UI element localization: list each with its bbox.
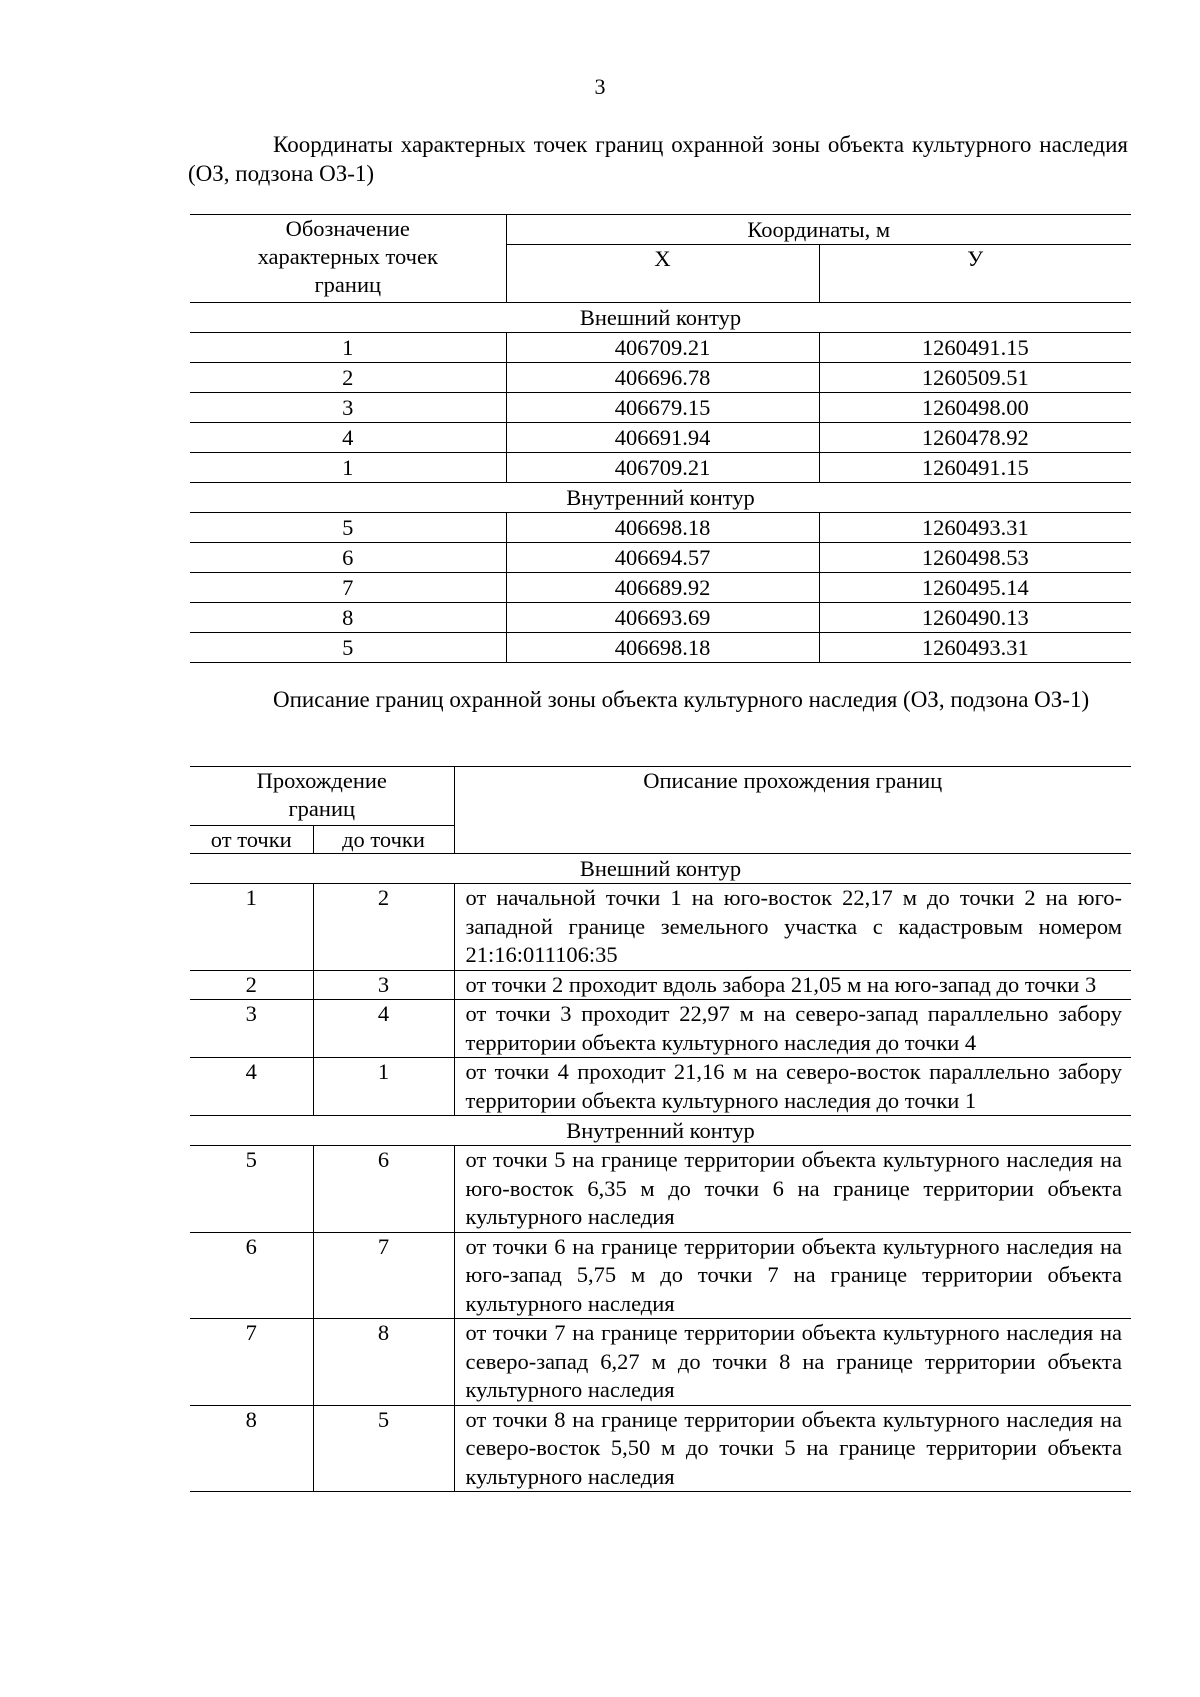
coordinate-y: 1260491.15 bbox=[819, 453, 1131, 483]
header-description: Описание прохождения границ bbox=[454, 767, 1131, 854]
coordinate-y: 1260491.15 bbox=[819, 333, 1131, 363]
to-point: 1 bbox=[313, 1058, 454, 1116]
inner-contour-section bbox=[190, 483, 1131, 513]
from-point: 6 bbox=[190, 1232, 313, 1319]
table-row bbox=[190, 884, 1131, 971]
to-point: 3 bbox=[313, 970, 454, 1000]
outer-contour-rows bbox=[190, 884, 1131, 1116]
to-point: 8 bbox=[313, 1319, 454, 1406]
coordinate-x: 406698.18 bbox=[506, 513, 819, 543]
inner-contour-rows bbox=[190, 513, 1131, 663]
header-y: У bbox=[819, 245, 1131, 303]
coordinate-x: 406709.21 bbox=[506, 453, 819, 483]
coordinates-table bbox=[190, 214, 1131, 663]
table-row bbox=[190, 453, 1131, 483]
boundary-description: от начальной точки 1 на юго-восток 22,17 м до точки 2 на юго-западной границе земельного участка с кадастровым номером 21:16:011106:35 bbox=[454, 884, 1131, 971]
table-row bbox=[190, 513, 1131, 543]
table-row bbox=[190, 970, 1131, 1000]
from-point: 4 bbox=[190, 1058, 313, 1116]
table-row bbox=[190, 363, 1131, 393]
table-row bbox=[190, 1146, 1131, 1233]
boundary-description: от точки 5 на границе территории объекта культурного наследия на юго-восток 6,35 м до точки 6 на границе территории объекта культурного наследия bbox=[454, 1146, 1131, 1233]
table-row bbox=[190, 543, 1131, 573]
coordinate-x: 406693.69 bbox=[506, 603, 819, 633]
from-point: 5 bbox=[190, 1146, 313, 1233]
coordinate-x: 406694.57 bbox=[506, 543, 819, 573]
table-row bbox=[190, 633, 1131, 663]
coordinate-x: 406709.21 bbox=[506, 333, 819, 363]
coordinate-y: 1260493.31 bbox=[921, 635, 1029, 660]
coordinate-x: 406689.92 bbox=[506, 573, 819, 603]
section-label: Внешний контур bbox=[190, 303, 1131, 333]
boundary-description: от точки 8 на границе территории объекта культурного наследия на северо-восток 5,50 м до точки 5 на границе территории объекта культурного наследия bbox=[465, 1406, 1122, 1489]
section-label: Внешний контур bbox=[190, 854, 1131, 884]
point-number: 5 bbox=[190, 513, 506, 543]
point-number: 3 bbox=[190, 393, 506, 423]
point-number: 1 bbox=[190, 333, 506, 363]
section-label: Внутренний контур bbox=[190, 1116, 1131, 1146]
outer-contour-section bbox=[190, 854, 1131, 884]
table-row bbox=[190, 1405, 1131, 1492]
coordinate-y: 1260495.14 bbox=[819, 573, 1131, 603]
to-point: 5 bbox=[313, 1405, 454, 1492]
from-point: 3 bbox=[190, 1000, 313, 1058]
table-row bbox=[190, 1000, 1131, 1058]
coordinate-x: 406691.94 bbox=[506, 423, 819, 453]
boundary-description: от точки 6 на границе территории объекта культурного наследия на юго-запад 5,75 м до точки 7 на границе территории объекта культурного наследия bbox=[454, 1232, 1131, 1319]
header-coordinates: Координаты, м bbox=[506, 215, 1131, 245]
header-from-point: от точки bbox=[190, 826, 313, 854]
coordinate-y: 1260509.51 bbox=[819, 363, 1131, 393]
point-number: 4 bbox=[190, 423, 506, 453]
header-x: Х bbox=[506, 245, 819, 303]
header-designation: Обозначение характерных точек границ bbox=[190, 215, 506, 303]
boundary-description: от точки 2 проходит вдоль забора 21,05 м на юго-запад до точки 3 bbox=[454, 970, 1131, 1000]
point-number: 2 bbox=[190, 363, 506, 393]
point-number: 5 bbox=[190, 633, 506, 663]
coordinate-x: 406696.78 bbox=[506, 363, 819, 393]
boundary-description: от точки 3 проходит 22,97 м на северо-запад параллельно забору территории объекта культурного наследия до точки 4 bbox=[454, 1000, 1131, 1058]
table-row bbox=[190, 1232, 1131, 1319]
section-label: Внутренний контур bbox=[190, 483, 1131, 513]
coordinates-table-caption: Координаты характерных точек границ охранной зоны объекта культурного наследия (ОЗ, подзона ОЗ-1) bbox=[188, 132, 1128, 186]
boundary-description: от точки 4 проходит 21,16 м на северо-восток параллельно забору территории объекта культурного наследия до точки 1 bbox=[454, 1058, 1131, 1116]
coordinate-x: 406679.15 bbox=[506, 393, 819, 423]
from-point: 2 bbox=[190, 970, 313, 1000]
from-point: 8 bbox=[190, 1405, 313, 1492]
outer-contour-rows bbox=[190, 333, 1131, 483]
table-row bbox=[190, 603, 1131, 633]
coordinate-y: 1260478.92 bbox=[819, 423, 1131, 453]
from-point: 1 bbox=[190, 884, 313, 971]
coordinate-y: 1260498.53 bbox=[819, 543, 1131, 573]
inner-contour-rows bbox=[190, 1146, 1131, 1492]
point-number: 6 bbox=[190, 543, 506, 573]
page-number: 3 bbox=[594, 74, 606, 99]
outer-contour-section bbox=[190, 303, 1131, 333]
inner-contour-section bbox=[190, 1116, 1131, 1146]
from-point: 7 bbox=[190, 1319, 313, 1406]
table-row bbox=[190, 333, 1131, 363]
header-passage: Прохождение границ bbox=[190, 767, 454, 826]
to-point: 6 bbox=[313, 1146, 454, 1233]
coordinate-y: 1260490.13 bbox=[819, 603, 1131, 633]
to-point: 2 bbox=[313, 884, 454, 971]
boundary-description: от точки 7 на границе территории объекта культурного наследия на северо-запад 6,27 м до точки 8 на границе территории объекта культурного наследия bbox=[454, 1319, 1131, 1406]
table-row bbox=[190, 393, 1131, 423]
table-row bbox=[190, 1058, 1131, 1116]
table-row bbox=[190, 423, 1131, 453]
description-table bbox=[190, 766, 1131, 1492]
coordinate-y: 1260493.31 bbox=[819, 513, 1131, 543]
point-number: 1 bbox=[190, 453, 506, 483]
header-to-point: до точки bbox=[313, 826, 454, 854]
coordinate-y: 1260498.00 bbox=[819, 393, 1131, 423]
point-number: 8 bbox=[190, 603, 506, 633]
point-number: 7 bbox=[190, 573, 506, 603]
to-point: 4 bbox=[313, 1000, 454, 1058]
coordinate-x: 406698.18 bbox=[506, 633, 819, 663]
table-row bbox=[190, 573, 1131, 603]
to-point: 7 bbox=[313, 1232, 454, 1319]
table-row bbox=[190, 1319, 1131, 1406]
description-table-caption: Описание границ охранной зоны объекта культурного наследия (ОЗ, подзона ОЗ-1) bbox=[273, 687, 1090, 712]
